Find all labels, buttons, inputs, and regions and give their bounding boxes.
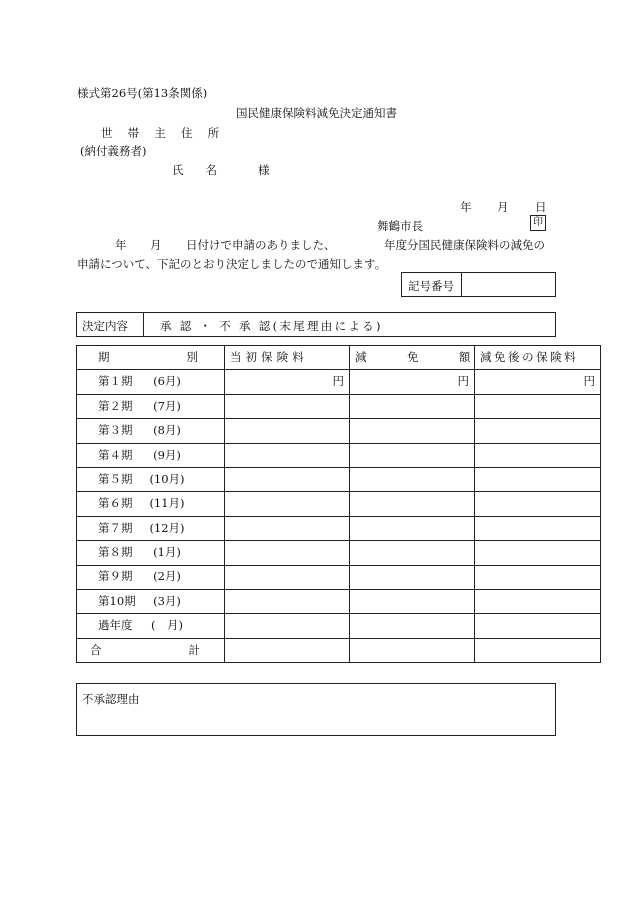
initial-premium-cell[interactable] (225, 492, 350, 516)
initial-premium-cell[interactable] (225, 565, 350, 589)
post-reduction-cell[interactable] (475, 467, 601, 491)
obligor-label: (納付義務者) (80, 144, 147, 158)
period-name: 第６期 (98, 496, 133, 511)
body-line1-tail: 年度分国民健康保険料の減免の (384, 238, 545, 252)
reduction-amount-cell[interactable]: 円 (350, 370, 475, 394)
table-total-row (77, 638, 601, 662)
reduction-amount-cell[interactable] (350, 565, 475, 589)
initial-premium-cell[interactable] (225, 443, 350, 467)
form-number: 様式第26号(第13条関係) (77, 86, 208, 100)
name-label: 氏 名 (172, 163, 227, 177)
period-name: 第３期 (98, 423, 133, 438)
reduction-amount-cell[interactable] (350, 614, 475, 638)
record-number-divider (461, 273, 462, 296)
reduction-amount-cell[interactable] (350, 394, 475, 418)
period-name: 第９期 (98, 569, 133, 584)
premium-reduction-table (76, 345, 601, 663)
period-cell (77, 467, 225, 491)
body-year: 年 (115, 238, 127, 252)
table-row (77, 492, 601, 516)
period-month: (11月) (149, 496, 185, 511)
table-header-row (77, 346, 601, 370)
period-name: 第４期 (98, 447, 133, 462)
period-month: (3月) (153, 593, 181, 608)
decision-divider (143, 313, 144, 336)
decision-options[interactable]: 承 認 ・ 不 承 認(末尾理由による) (160, 319, 383, 333)
period-month: (12月) (149, 520, 185, 535)
initial-premium-cell[interactable] (225, 541, 350, 565)
period-month: (10月) (149, 471, 185, 486)
post-reduction-cell[interactable] (475, 394, 601, 418)
record-number-label: 記号番号 (408, 279, 454, 293)
post-reduction-cell[interactable] (475, 589, 601, 613)
period-month: (7月) (153, 398, 181, 413)
period-name: 第７期 (98, 520, 133, 535)
mayor-label: 舞鶴市長 (377, 219, 423, 233)
body-month: 月 (150, 238, 162, 252)
period-cell (77, 394, 225, 418)
post-reduction-cell[interactable] (475, 419, 601, 443)
table-body (77, 370, 601, 638)
initial-premium-cell[interactable] (225, 419, 350, 443)
reduction-amount-cell[interactable] (350, 541, 475, 565)
period-name: 第８期 (98, 545, 133, 560)
total-label (77, 638, 225, 662)
post-reduction-cell[interactable] (475, 614, 601, 638)
reduction-amount-cell[interactable] (350, 467, 475, 491)
total-initial-cell[interactable] (225, 638, 350, 662)
initial-premium-cell[interactable] (225, 589, 350, 613)
reduction-amount-cell[interactable] (350, 516, 475, 540)
period-cell (77, 589, 225, 613)
rejection-reason-label: 不承認理由 (82, 692, 140, 706)
decision-label: 決定内容 (82, 319, 128, 333)
date-year: 年 (460, 200, 472, 214)
period-name: 過年度 (98, 618, 133, 633)
reduction-amount-cell[interactable] (350, 419, 475, 443)
period-month: ( 月) (151, 618, 183, 633)
table-row (77, 589, 601, 613)
total-right: 計 (188, 642, 200, 657)
post-reduction-cell[interactable]: 円 (475, 370, 601, 394)
period-month: (6月) (153, 374, 181, 389)
reduction-amount-cell[interactable] (350, 589, 475, 613)
period-cell (77, 565, 225, 589)
period-name: 第２期 (98, 398, 133, 413)
household-head-address-label: 世 帯 主 住 所 (101, 126, 225, 140)
period-cell (77, 541, 225, 565)
period-month: (2月) (153, 569, 181, 584)
rejection-reason-box[interactable] (76, 683, 556, 736)
period-cell (77, 516, 225, 540)
period-name: 第10期 (98, 593, 136, 608)
post-reduction-cell[interactable] (475, 443, 601, 467)
decision-box (76, 312, 556, 337)
initial-premium-cell[interactable] (225, 467, 350, 491)
initial-premium-cell[interactable] (225, 394, 350, 418)
header-period (77, 346, 225, 370)
table-row (77, 614, 601, 638)
initial-premium-cell[interactable] (225, 516, 350, 540)
post-reduction-cell[interactable] (475, 565, 601, 589)
period-cell (77, 443, 225, 467)
post-reduction-cell[interactable] (475, 541, 601, 565)
period-month: (8月) (153, 423, 181, 438)
table-row (77, 565, 601, 589)
table-row (77, 541, 601, 565)
reduction-amount-cell[interactable] (350, 443, 475, 467)
header-period-left: 期 (98, 349, 110, 364)
seal-stamp-box: 印 (530, 215, 546, 231)
post-reduction-cell[interactable] (475, 492, 601, 516)
period-cell (77, 492, 225, 516)
initial-premium-cell[interactable]: 円 (225, 370, 350, 394)
honorific: 様 (258, 163, 270, 177)
period-month: (9月) (153, 447, 181, 462)
document-title: 国民健康保険料減免決定通知書 (236, 106, 397, 120)
body-line2: 申請について、下記のとおり決定しましたので通知します。 (77, 257, 387, 271)
period-month: (1月) (153, 545, 181, 560)
total-reduction-cell[interactable] (350, 638, 475, 662)
table-row (77, 419, 601, 443)
header-period-right: 別 (186, 349, 198, 364)
period-cell (77, 614, 225, 638)
table-row (77, 516, 601, 540)
table-row (77, 467, 601, 491)
initial-premium-cell[interactable] (225, 614, 350, 638)
period-cell (77, 419, 225, 443)
total-post-cell[interactable] (475, 638, 601, 662)
total-left: 合 (90, 642, 102, 657)
header-initial-premium: 当初保険料 (225, 346, 350, 370)
period-cell (77, 370, 225, 394)
period-name: 第１期 (98, 374, 133, 389)
table-row (77, 370, 601, 394)
table-row (77, 443, 601, 467)
body-line1-text: 日付けで申請のありました、 (186, 238, 336, 252)
reduction-amount-cell[interactable] (350, 492, 475, 516)
header-post-reduction: 減免後の保険料 (475, 346, 601, 370)
header-reduction-amount: 減 免 額 (350, 346, 475, 370)
post-reduction-cell[interactable] (475, 516, 601, 540)
period-name: 第５期 (98, 471, 133, 486)
table-row (77, 394, 601, 418)
date-day: 日 (535, 200, 547, 214)
record-number-box (401, 272, 556, 297)
date-month: 月 (497, 200, 509, 214)
